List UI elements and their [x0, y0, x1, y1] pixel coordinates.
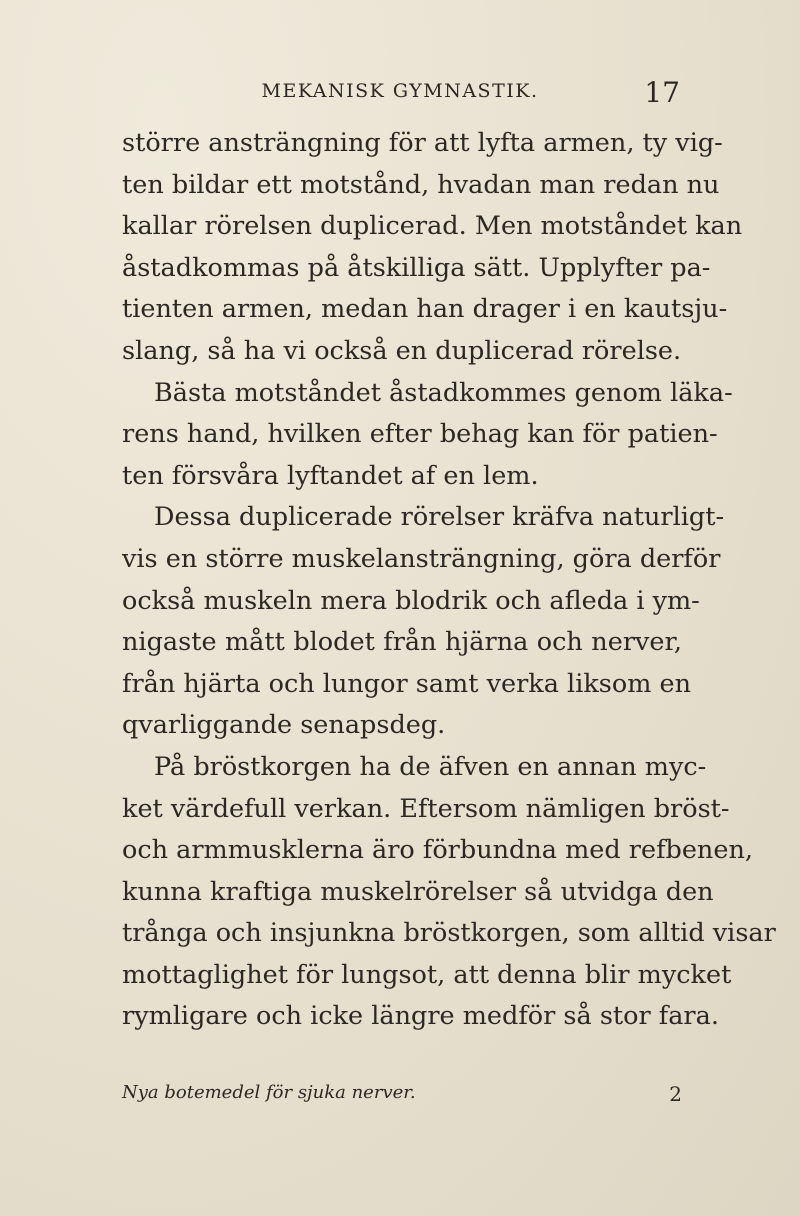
- running-title: MEKANISK GYMNASTIK.: [261, 80, 539, 102]
- signature-note: Nya botemedel för sjuka nerver.: [122, 1082, 416, 1103]
- text-line: trånga och insjunkna bröstkorgen, som alltid visar: [122, 918, 776, 949]
- page-footer: [122, 1082, 682, 1112]
- page-number: 17: [644, 76, 680, 109]
- text-line: Dessa duplicerade rörelser kräfva naturligt-: [154, 502, 725, 533]
- text-line: större ansträngning för att lyfta armen, ty vig-: [122, 128, 723, 158]
- text-line: också muskeln mera blodrik och afleda i ym-: [122, 585, 700, 616]
- text-line: från hjärta och lungor samt verka liksom en: [122, 668, 692, 699]
- text-line: På bröstkorgen ha de äfven en annan myc-: [154, 751, 707, 782]
- text-line: rymligare och icke längre medför så stor fara.: [122, 1001, 719, 1032]
- text-line: åstadkommas på åtskilliga sätt. Upplyfter pa-: [122, 252, 711, 283]
- text-line: Bästa motståndet åstadkommes genom läka-: [154, 377, 733, 408]
- page-header: [120, 78, 680, 108]
- text-line: qvarliggande senapsdeg.: [122, 710, 446, 741]
- text-line: nigaste mått blodet från hjärna och nerver,: [122, 627, 682, 658]
- body-text: [122, 123, 776, 1038]
- text-line: kallar rörelsen duplicerad. Men motståndet kan: [122, 211, 743, 242]
- text-line: vis en större muskelansträngning, göra derför: [122, 543, 721, 574]
- text-line: kunna kraftiga muskelrörelser så utvidga den: [122, 876, 714, 907]
- signature-mark: 2: [669, 1082, 682, 1106]
- text-line: ten försvåra lyftandet af en lem.: [122, 460, 539, 491]
- text-line: tienten armen, medan han drager i en kautsju-: [122, 294, 728, 325]
- text-line: slang, så ha vi också en duplicerad rörelse.: [122, 335, 682, 366]
- text-line: och armmusklerna äro förbundna med refbenen,: [122, 835, 753, 866]
- text-line: ten bildar ett motstånd, hvadan man redan nu: [122, 169, 720, 200]
- text-line: rens hand, hvilken efter behag kan för patien-: [122, 419, 718, 450]
- text-line: ket värdefull verkan. Eftersom nämligen bröst-: [122, 793, 730, 824]
- text-line: mottaglighet för lungsot, att denna blir mycket: [122, 959, 732, 990]
